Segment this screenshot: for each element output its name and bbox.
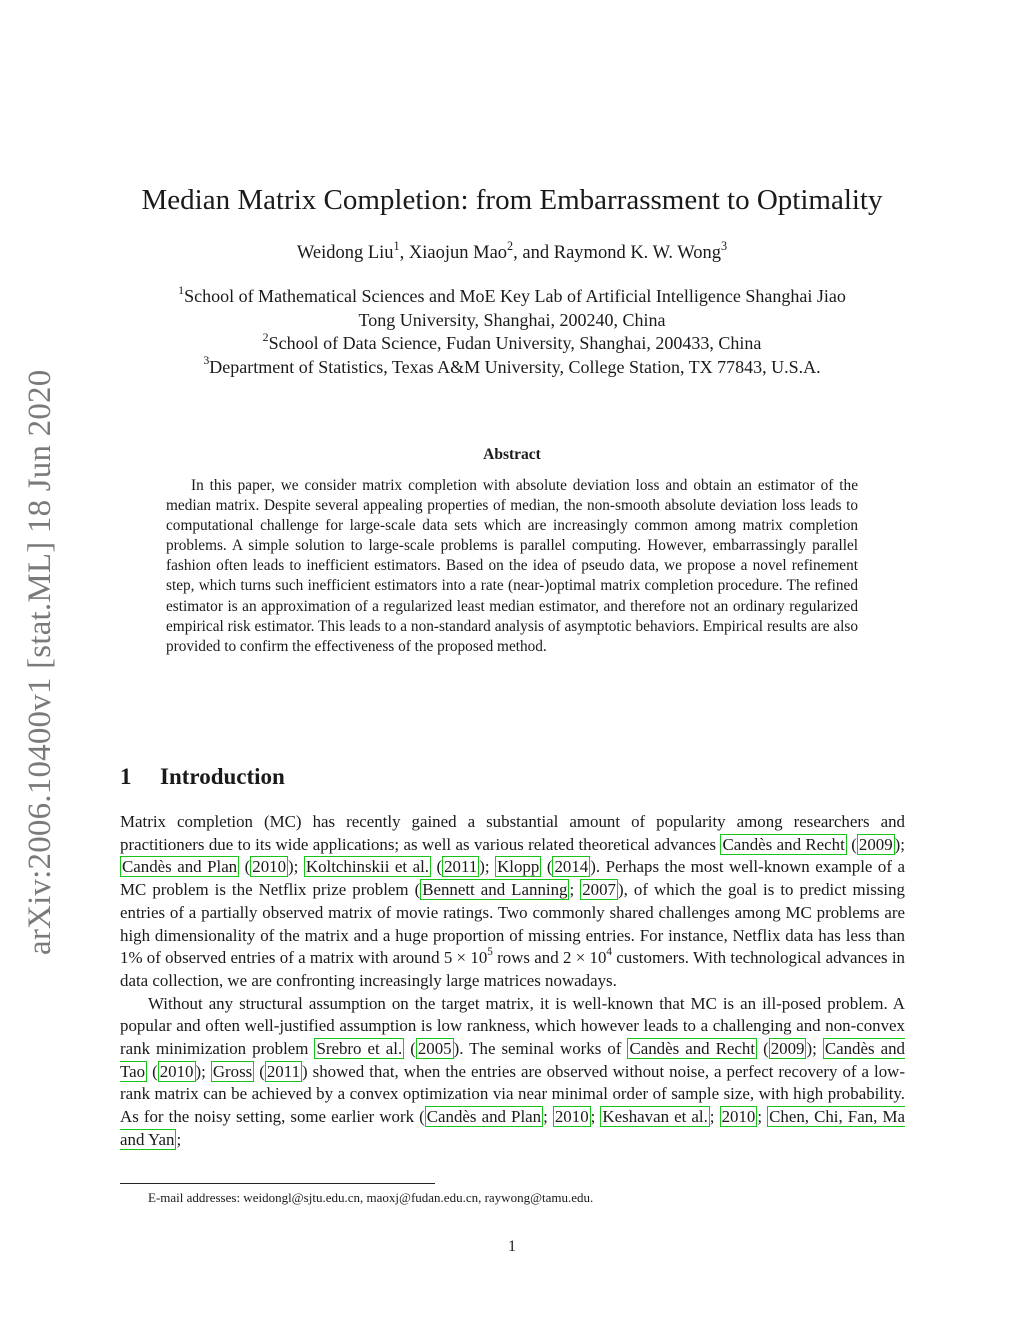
author-name: Weidong Liu	[296, 243, 394, 263]
affil-text: Department of Statistics, Texas A&M University, College Station, TX 77843, U.S.A.	[209, 356, 821, 377]
citation-link[interactable]: 2010	[252, 857, 287, 877]
footnote-emails: E-mail addresses: weidongl@sjtu.edu.cn, maoxj@fudan.edu.cn, raywong@tamu.edu.	[148, 1190, 594, 1205]
citation-link[interactable]: Candès and Recht	[629, 1039, 756, 1059]
text-run: ;	[543, 1107, 553, 1127]
citation-link[interactable]: 2010	[554, 1107, 589, 1127]
citation-link[interactable]: Klopp	[497, 857, 540, 877]
affil-text: School of Mathematical Sciences and MoE Key Lab of Artificial Intelligence Shanghai Jiao	[184, 286, 846, 306]
citation-link[interactable]: Koltchinskii et al.	[305, 857, 429, 877]
citation-link[interactable]: 2009	[770, 1039, 805, 1059]
citation-link[interactable]: 2011	[444, 857, 478, 877]
text-run: (	[147, 1061, 158, 1081]
section-number: 1	[120, 764, 132, 789]
text-run: (	[541, 857, 553, 877]
affiliation-list	[118, 282, 906, 379]
arxiv-identifier[interactable]: arXiv:2006.10400v1 [stat.ML] 18 Jun 2020	[22, 369, 58, 955]
superscript: 5	[487, 946, 493, 959]
text-run: ;	[757, 1107, 768, 1127]
abstract-heading: Abstract	[483, 446, 541, 463]
citation-link[interactable]: 2005	[417, 1039, 452, 1059]
text-run: ). The seminal works of	[453, 1039, 628, 1059]
text-run: Without any structural assumption on the target matrix, it is well-known that MC is an ill-posed problem. A popular and often well-justified assumption is low rankness, which however leads to a challenging and non-convex rank minimization problem	[120, 993, 905, 1059]
paragraph	[120, 811, 905, 993]
author-affil-mark: 2	[507, 238, 514, 253]
affiliation-1	[118, 282, 906, 309]
affiliation-1-continued: Tong University, Shanghai, 200240, China	[358, 309, 666, 330]
paper-title: Median Matrix Completion: from Embarrassment to Optimality	[141, 184, 883, 216]
citation-link[interactable]: Candès and Plan	[426, 1107, 542, 1127]
affiliation-2	[118, 329, 906, 356]
text-run: (	[846, 834, 857, 854]
text-run: ;	[590, 1107, 601, 1127]
superscript: 4	[606, 946, 612, 959]
citation-link[interactable]: 2010	[159, 1061, 194, 1081]
text-run: ;	[709, 1107, 720, 1127]
text-run: );	[894, 834, 905, 854]
section-heading	[120, 764, 285, 790]
page-number: 1	[508, 1238, 516, 1255]
text-run: ), of which the goal is to predict missing entries of a partially observed matrix of movie ratings. Two commonly shared challenges among MC problems are high dimensionality of the matrix and a huge proportion of missing entries. For instance, Netflix data has less than 1% of observed entries of a matrix with around 5 × 10	[120, 880, 906, 968]
text-run: );	[806, 1039, 823, 1059]
citation-link[interactable]: Candès and Tao	[120, 1039, 905, 1081]
author-affil-mark: 3	[721, 238, 728, 253]
text-run: ;	[569, 880, 581, 900]
affil-mark: 1	[178, 282, 185, 297]
text-run: );	[288, 857, 304, 877]
body-text	[120, 811, 905, 1152]
text-run: (	[757, 1039, 769, 1059]
affil-text: School of Data Science, Fudan University, Shanghai, 200433, China	[268, 333, 762, 353]
author-separator: ,	[399, 243, 409, 263]
paragraph	[120, 993, 905, 1152]
text-run: (	[404, 1039, 416, 1059]
citation-link[interactable]: 2007	[582, 880, 616, 900]
text-run: customers. With technological advances in data collection, we are confronting increasingly large matrices nowadays.	[120, 948, 905, 990]
footnote-divider	[120, 1183, 435, 1184]
text-run: Matrix completion (MC) has recently gained a substantial amount of popularity among researchers and practitioners due to its wide applications; as well as various related theoretical advances	[120, 812, 905, 854]
abstract-text: In this paper, we consider matrix completion with absolute deviation loss and obtain an estimator of the median matrix. Despite several appealing properties of median, the non-smooth absolute deviation loss leads to computational challenge for large-scale data sets which are increasingly common among matrix completion problems. A simple solution to large-scale problems is parallel computing. However, embarrassingly parallel fashion often leads to inefficient estimators. Based on the idea of pseudo data, we propose a novel refinement step, which turns such inefficient estimators into a rate (near-)optimal matrix completion procedure. The refined estimator is an approximation of a regularized least median estimator, and therefore not an ordinary regularized empirical risk estimator. This leads to a non-standard analysis of asymptotic behaviors. Empirical results are also provided to confirm the effectiveness of the proposed method.	[166, 477, 858, 655]
section-title: Introduction	[160, 764, 285, 789]
citation-link[interactable]: Bennett and Lanning	[422, 880, 568, 900]
affil-mark: 2	[262, 329, 269, 344]
text-run: ). Perhaps the most well-known example of a MC problem is the Netflix prize problem (	[120, 857, 905, 900]
text-run: (	[239, 857, 251, 877]
citation-link[interactable]: Keshavan et al.	[602, 1107, 708, 1127]
citation-link[interactable]: 2010	[721, 1107, 756, 1127]
citation-link[interactable]: Candès and Plan	[122, 857, 238, 877]
citation-link[interactable]: Gross	[212, 1061, 253, 1081]
affil-mark: 3	[203, 353, 210, 368]
text-run: (	[430, 857, 443, 877]
text-run: );	[195, 1061, 211, 1081]
citation-link[interactable]: 2014	[554, 857, 589, 877]
citation-link[interactable]: Chen, Chi, Fan, Ma and Yan	[120, 1107, 905, 1149]
text-run: rows and 2 × 10	[492, 948, 607, 968]
text-run: ;	[176, 1129, 182, 1149]
text-run: (	[254, 1061, 265, 1081]
citation-link[interactable]: 2011	[266, 1061, 301, 1081]
affiliation-3	[118, 353, 906, 380]
author-name: Xiaojun Mao	[408, 243, 508, 263]
author-name: Raymond K. W. Wong	[553, 243, 721, 263]
text-run: ) showed that, when the entries are observed without noise, a perfect recovery of a low-rank matrix can be achieved by a convex optimization via near minimal order of sample size, with high probability. As for the noisy setting, some earlier work (	[120, 1061, 905, 1127]
author-separator: , and	[513, 243, 554, 263]
text-run: );	[479, 857, 496, 877]
citation-link[interactable]: 2009	[858, 834, 893, 854]
author-affil-mark: 1	[393, 238, 400, 253]
author-list	[0, 238, 1024, 264]
citation-link[interactable]: Srebro et al.	[316, 1039, 403, 1059]
citation-link[interactable]: Candès and Recht	[722, 834, 845, 854]
